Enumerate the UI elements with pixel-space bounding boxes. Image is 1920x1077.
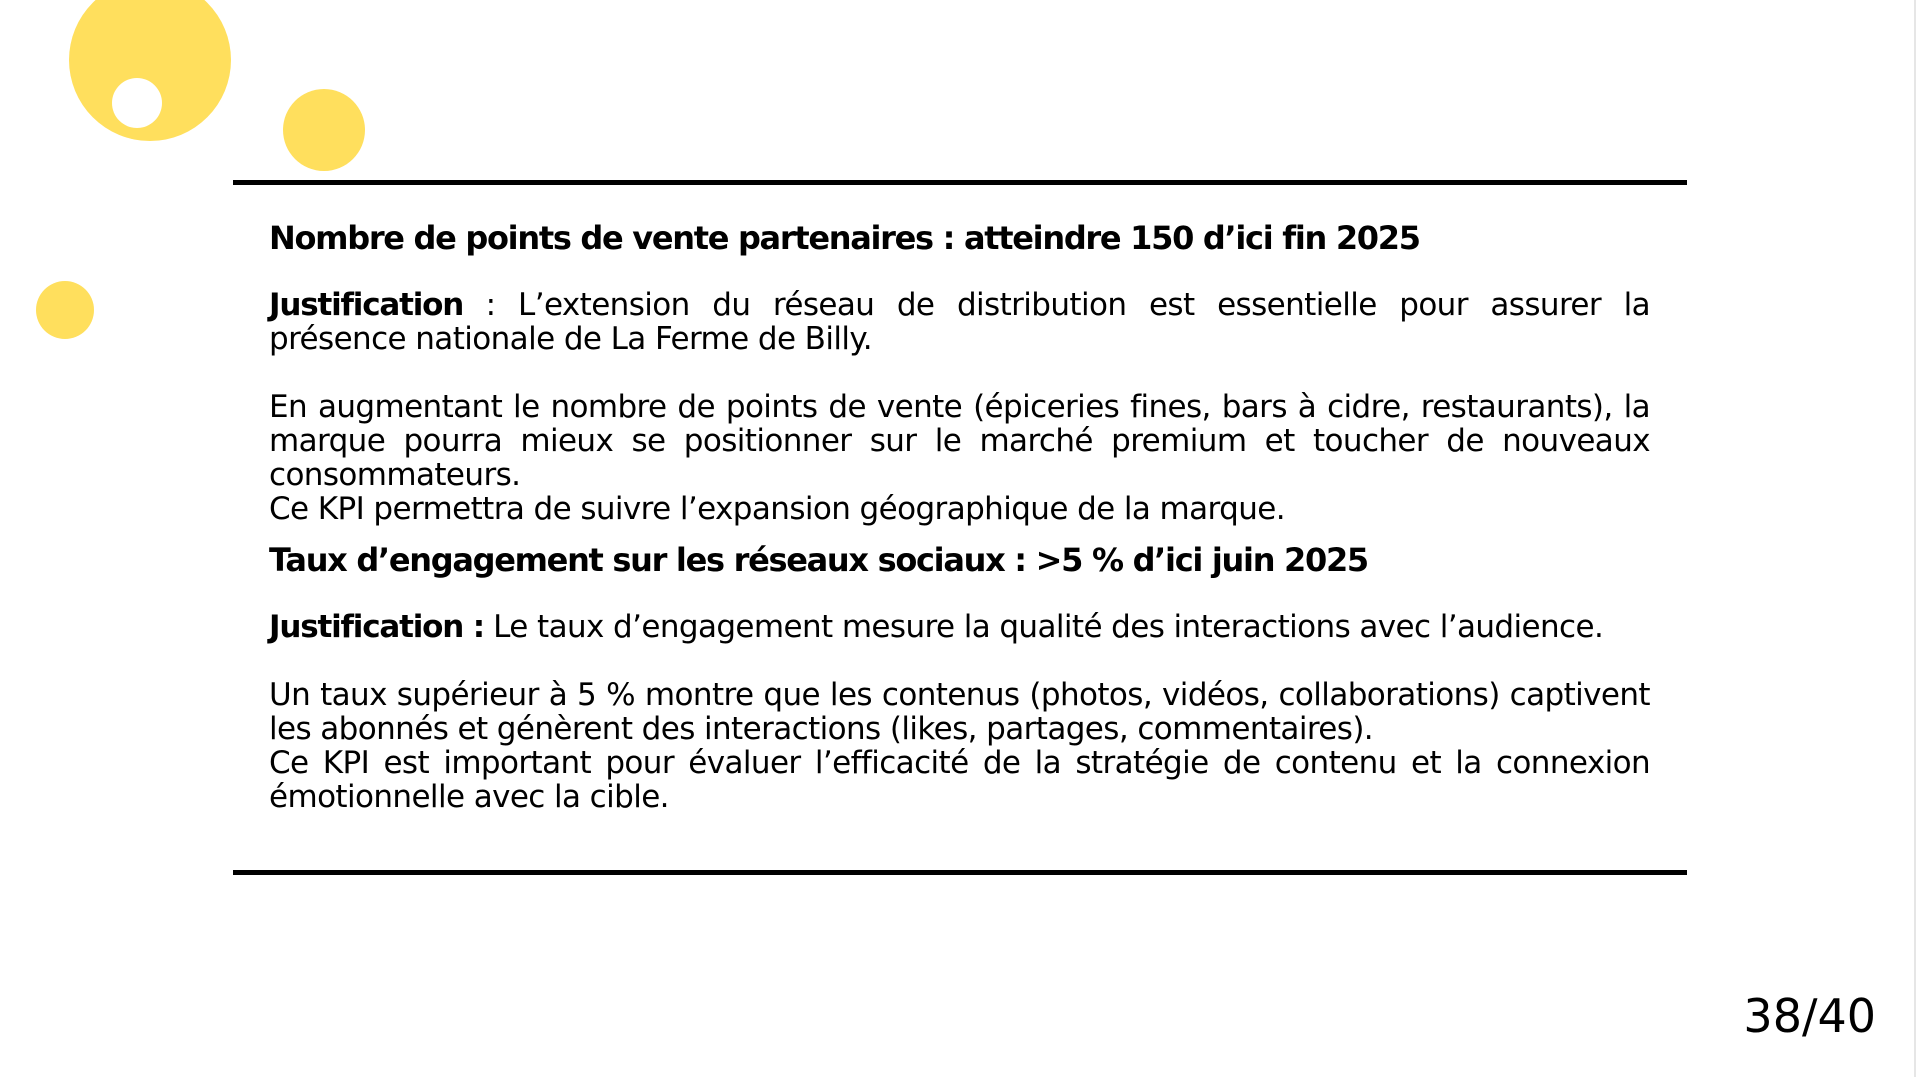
justification-label: Justification [269,287,464,323]
justification-paragraph [269,610,1650,644]
closing-paragraph: Ce KPI permettra de suivre l’expansion géographique de la marque. [269,491,1285,527]
decorative-circle-hole [112,78,162,128]
justification-text: Le taux d’engagement mesure la qualité des interactions avec l’audience. [483,609,1604,645]
detail-paragraph: Un taux supérieur à 5 % montre que les contenus (photos, vidéos, collaborations) captivent les abonnés et génèrent des interactions (likes, partages, commentaires). [269,677,1650,747]
justification-label: Justification : [269,609,484,645]
detail-paragraph: En augmentant le nombre de points de vente (épiceries fines, bars à cidre, restaurants), la marque pourra mieux se positionner sur le marché premium et toucher de nouveaux consommateurs. [269,389,1650,493]
page-number: 38/40 [1743,989,1876,1043]
slide-edge-divider [1914,0,1916,1077]
justification-paragraph [269,288,1650,356]
kpi-title: Taux d’engagement sur les réseaux sociaux : >5 % d’ici juin 2025 [269,541,1368,579]
closing-paragraph: Ce KPI est important pour évaluer l’efficacité de la stratégie de contenu et la connexion émotionnelle avec la cible. [269,745,1650,815]
decorative-small-circle [36,281,94,339]
justification-text: : L’extension du réseau de distribution est essentielle pour assurer la présence nationale de La Ferme de Billy. [269,287,1650,357]
kpi-title: Nombre de points de vente partenaires : atteindre 150 d’ici fin 2025 [269,219,1420,257]
top-divider [233,180,1687,185]
kpi-content [269,220,1650,814]
kpi-section-engagement [269,542,1650,814]
decorative-medium-circle [283,89,365,171]
bottom-divider [233,870,1687,875]
kpi-section-points-de-vente [269,220,1650,526]
